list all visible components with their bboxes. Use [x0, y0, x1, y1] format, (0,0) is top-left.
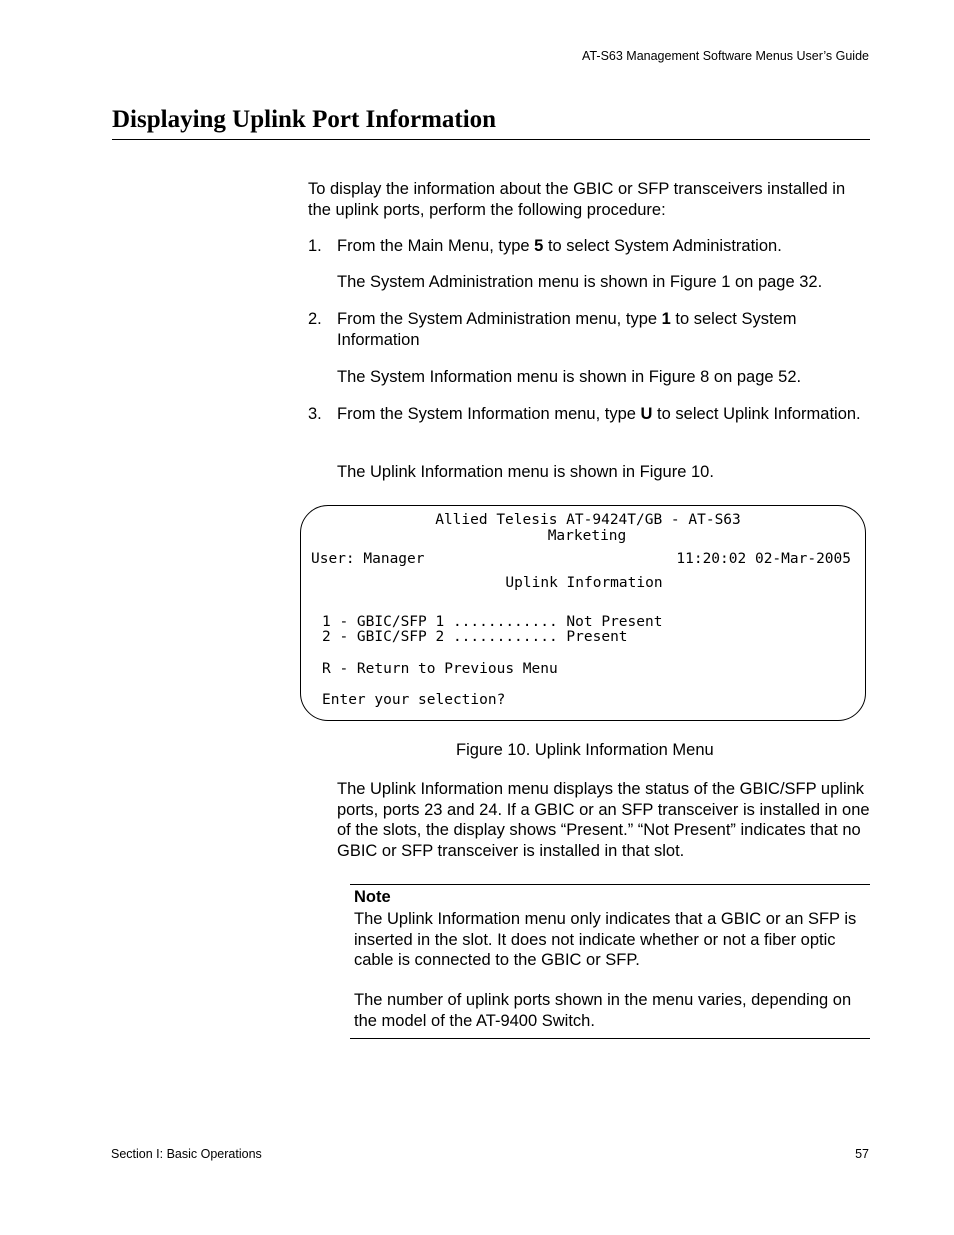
step-2-key: 1 — [661, 310, 671, 328]
terminal-menu-title: Uplink Information — [505, 575, 663, 591]
terminal-system-name: Marketing — [547, 528, 627, 544]
terminal-option-2: 2 - GBIC/SFP 2 ............ Present — [322, 629, 628, 645]
step-3-number: 3. — [308, 405, 322, 423]
title-rule — [112, 139, 870, 140]
explanation-paragraph: The Uplink Information menu displays the status of the GBIC/SFP uplink ports, ports 23 and 24. If a GBIC or an SFP transceiver is installed in one of the slots, the display shows “Present.” “Not Present” indicates that no GBIC or SFP transceiver is installed in that slot. — [337, 780, 870, 860]
terminal-user: User: Manager — [311, 551, 425, 567]
page-number: 57 — [855, 1147, 869, 1161]
step-1-result: The System Administration menu is shown in Figure 1 on page 32. — [337, 273, 823, 291]
intro-paragraph: To display the information about the GBIC or SFP transceivers installed in the uplink ports, perform the following procedure: — [308, 180, 846, 219]
running-header: AT-S63 Management Software Menus User’s Guide — [582, 49, 869, 63]
terminal-option-1: 1 - GBIC/SFP 1 ............ Not Present — [322, 614, 663, 630]
terminal-datetime: 11:20:02 02-Mar-2005 — [676, 551, 851, 567]
section-title: Displaying Uplink Port Information — [112, 106, 497, 133]
figure-caption: Figure 10. Uplink Information Menu — [456, 741, 714, 759]
terminal-product-line: Allied Telesis AT-9424T/GB - AT-S63 — [435, 512, 741, 528]
step-1-number: 1. — [308, 237, 322, 255]
step-2-text: From the System Administration menu, type 1 to select System Information — [337, 310, 797, 349]
step-2-number: 2. — [308, 310, 322, 328]
step-3-result: The Uplink Information menu is shown in Figure 10. — [337, 463, 714, 481]
note-bottom-rule — [350, 1038, 870, 1039]
terminal-return-option: R - Return to Previous Menu — [322, 661, 558, 677]
step-3-key: U — [640, 405, 653, 423]
step-1-text: From the Main Menu, type 5 to select System Administration. — [337, 237, 782, 255]
step-3-text: From the System Information menu, type U to select Uplink Information. — [337, 405, 861, 423]
step-1-key: 5 — [534, 237, 544, 255]
note-paragraph-1: The Uplink Information menu only indicates that a GBIC or an SFP is inserted in the slot. It does not indicate whether or not a fiber optic cable is connected to the GBIC or SFP. — [354, 910, 857, 969]
terminal-prompt: Enter your selection? — [322, 692, 506, 708]
note-paragraph-2: The number of uplink ports shown in the menu varies, depending on the model of the AT-9400 Switch. — [354, 991, 852, 1030]
terminal-screen — [300, 505, 866, 721]
footer-section: Section I: Basic Operations — [111, 1147, 262, 1161]
step-2-result: The System Information menu is shown in Figure 8 on page 52. — [337, 368, 802, 386]
note-label: Note — [354, 888, 391, 906]
note-top-rule — [350, 884, 870, 885]
